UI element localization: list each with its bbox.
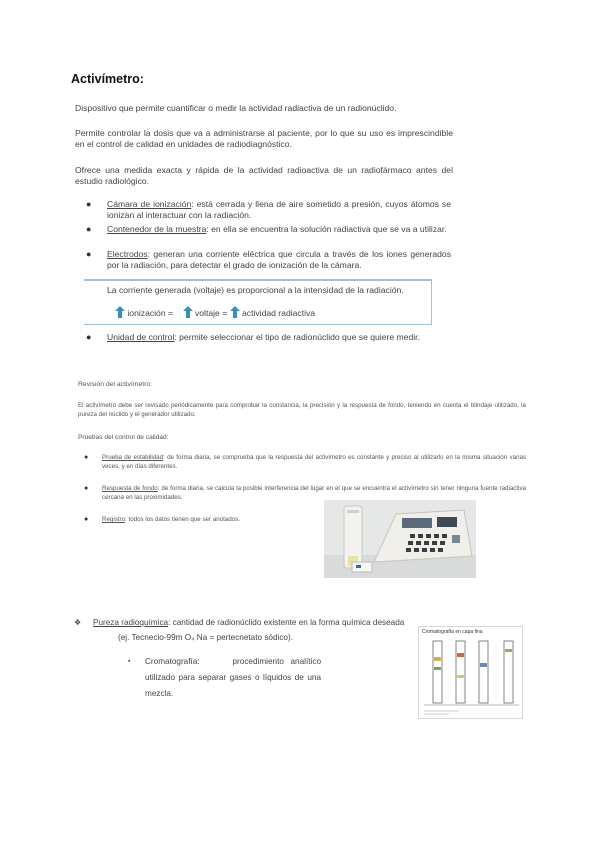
test-term: Respuesta de fondo [102, 485, 158, 492]
test-text: : todos los datos tienen que ser anotados. [125, 516, 240, 523]
diamond-bullet-icon: ❖ [74, 618, 82, 627]
chromatography-term: Cromatografía: [145, 657, 200, 666]
up-arrow-icon [230, 306, 240, 318]
component-text: : permite seleccionar el tipo de radionúclido que se quiere medir. [174, 332, 420, 342]
test-item-record [84, 515, 312, 524]
component-text: : generan una corriente eléctrica que circula a través de los iones generados por la radiación, para detectar el grado de ionización de la cámara. [107, 249, 451, 270]
component-term: Unidad de control [107, 332, 175, 342]
bullet-icon: ● [84, 516, 89, 523]
intro-paragraph-2: Permite controlar la dosis que va a administrarse al paciente, por lo que su uso es imprescindible en el control de calidad en unidades de radiodiagnóstico. [75, 128, 453, 149]
component-term: Electrodos [107, 249, 148, 259]
up-arrow-icon [183, 306, 193, 318]
purity-example: (ej. Tecnecio-99m O₄ Na = pertecnetato sódico). [118, 633, 293, 642]
note-box-equation [115, 306, 315, 318]
test-item-stability [84, 453, 527, 471]
component-text: : está cerrada y llena de aire sometido a presión, cuyos átomos se ionizan al interactuar con la radiación. [107, 199, 451, 220]
chromatography-figure [418, 626, 523, 719]
square-bullet-icon: ▪ [128, 658, 131, 665]
intro-paragraph-1: Dispositivo que permite cuantificar o medir la actividad radiactiva de un radionúclido. [75, 103, 397, 113]
test-term: Prueba de estabilidad [102, 454, 164, 461]
equation-activity: actividad radiactiva [242, 308, 316, 318]
bullet-icon: ● [86, 249, 92, 259]
chromatography-text: procedimiento analítico utilizado para separar gases o líquidos de una mezcla. [145, 657, 321, 698]
tests-heading: Pruebas del control de calidad: [78, 434, 169, 441]
equation-voltage: voltaje = [194, 308, 228, 318]
component-item-ionization-chamber [86, 199, 451, 221]
component-item-electrodes [86, 249, 451, 271]
note-box-top-border [84, 279, 431, 281]
bullet-icon: ● [86, 332, 92, 342]
revision-text: El activímetro debe ser revisado periódicamente para comprobar la constancia, la precisión y la respuesta de fondo, teniendo en cuenta el blindaje utilizado, la pureza del núclido y el generador utilizado. [78, 402, 526, 418]
note-box [84, 279, 432, 325]
figure-title: Cromatografía en capa fina [422, 629, 483, 635]
activimeter-photo [324, 500, 476, 578]
bullet-icon: ● [84, 485, 89, 492]
revision-heading: Revisión del activímetro: [78, 381, 153, 388]
intro-paragraph-3: Ofrece una medida exacta y rápida de la actividad radioactiva de un radiofármaco antes del estudio radiológico. [75, 165, 453, 186]
component-text: : en ella se encuentra la solución radiactiva que se va a utilizar. [206, 224, 447, 234]
up-arrow-icon [115, 306, 125, 318]
note-box-text: La corriente generada (voltaje) es proporcional a la intensidad de la radiación. [107, 285, 404, 295]
equation-ionization: ionización = [127, 308, 174, 318]
purity-term: Pureza radioquímica [93, 618, 169, 627]
component-item-control-unit [86, 332, 451, 343]
purity-text: : cantidad de radionúclido existente en la forma química deseada [168, 618, 405, 627]
bullet-icon: ● [84, 454, 89, 461]
component-term: Cámara de ionización [107, 199, 192, 209]
purity-item [93, 617, 413, 628]
bullet-icon: ● [86, 224, 92, 234]
bullet-icon: ● [86, 199, 92, 209]
test-term: Registro [102, 516, 126, 523]
activimeter-illustration [324, 500, 476, 578]
chromatography-diagram [419, 627, 522, 718]
component-item-sample-container [86, 224, 451, 235]
test-text: : de forma diaria, se calcula la posible interferencia del lugar en el que se encuentra el activímetro sin tener ninguna fuente radiactiva cercana en las proximidades. [102, 485, 526, 501]
page-title: Activímetro: [71, 72, 144, 86]
component-term: Contenedor de la muestra [107, 224, 207, 234]
test-text: : de forma diaria, se comprueba que la respuesta del activímetro es constante y preciso al utilizarlo en la misma situación varias veces, y en días diferentes. [102, 454, 527, 470]
chromatography-item [145, 654, 321, 702]
